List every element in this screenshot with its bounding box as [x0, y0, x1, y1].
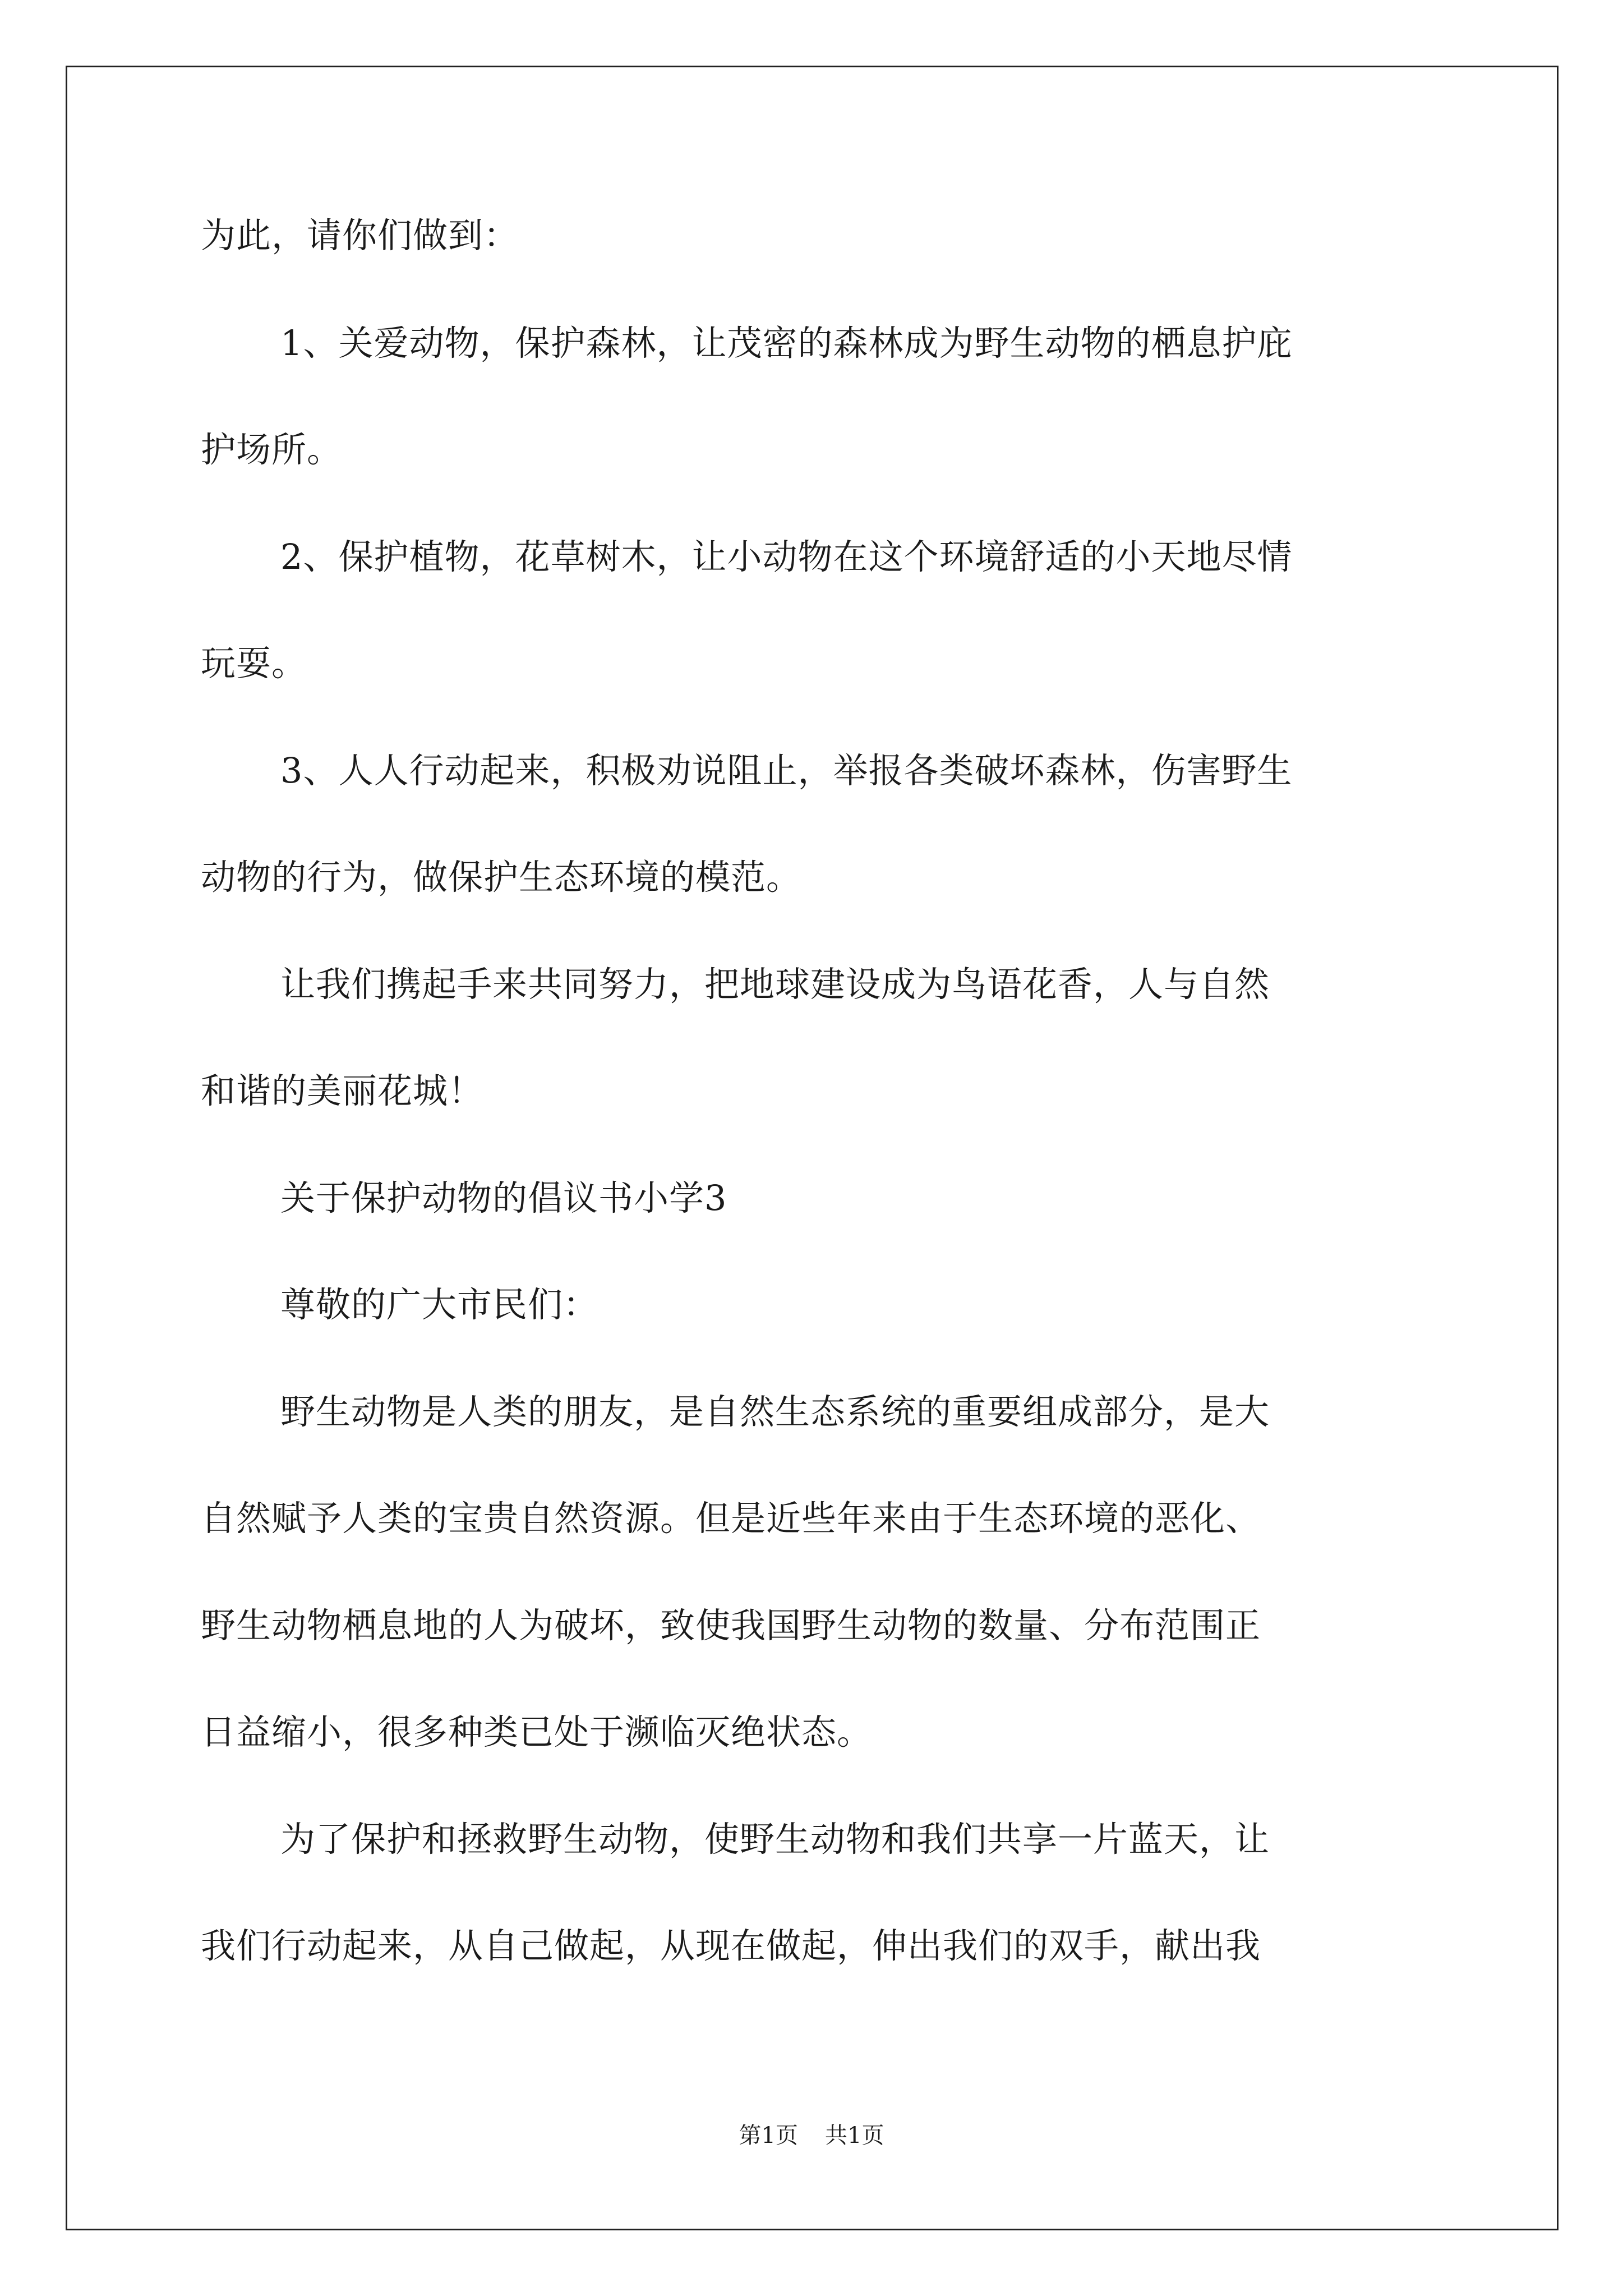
section-title: 关于保护动物的倡议书小学3 — [280, 1177, 727, 1218]
list-item-1-line-1: 1、关爱动物，保护森林，让茂密的森林成为野生动物的栖息护庇 — [280, 323, 1293, 364]
page-number-current: 第1页 — [739, 2123, 798, 2148]
list-item-1-line-2: 护场所。 — [201, 429, 343, 470]
list-item-3-line-1: 3、人人行动起来，积极劝说阻止，举报各类破坏森林，伤害野生 — [280, 750, 1293, 791]
closing-paragraph-line-2: 和谐的美丽花城！ — [201, 1070, 484, 1111]
page-border — [66, 66, 1559, 2230]
closing-paragraph-line-1: 让我们携起手来共同努力，把地球建设成为鸟语花香，人与自然 — [280, 964, 1270, 1005]
salutation: 尊敬的广大市民们： — [280, 1284, 599, 1325]
page-number-total: 共1页 — [825, 2123, 884, 2148]
paragraph-2-line-2: 我们行动起来，从自己做起，从现在做起，伸出我们的双手，献出我 — [201, 1925, 1261, 1966]
paragraph-1-line-4: 日益缩小，很多种类已处于濒临灭绝状态。 — [201, 1711, 873, 1752]
paragraph-1-line-2: 自然赋予人类的宝贵自然资源。但是近些年来由于生态环境的恶化、 — [201, 1498, 1261, 1539]
list-item-2-line-2: 玩耍。 — [201, 643, 307, 684]
paragraph-1-line-1: 野生动物是人类的朋友，是自然生态系统的重要组成部分，是大 — [280, 1391, 1270, 1432]
list-item-3-line-2: 动物的行为，做保护生态环境的模范。 — [201, 857, 802, 898]
list-item-2-line-1: 2、保护植物，花草树木，让小动物在这个环境舒适的小天地尽情 — [280, 536, 1293, 577]
paragraph-2-line-1: 为了保护和拯救野生动物，使野生动物和我们共享一片蓝天，让 — [280, 1819, 1270, 1860]
text-line: 为此，请你们做到： — [201, 215, 519, 256]
paragraph-1-line-3: 野生动物栖息地的人为破坏，致使我国野生动物的数量、分布范围正 — [201, 1605, 1261, 1646]
page-footer — [0, 2122, 1623, 2150]
